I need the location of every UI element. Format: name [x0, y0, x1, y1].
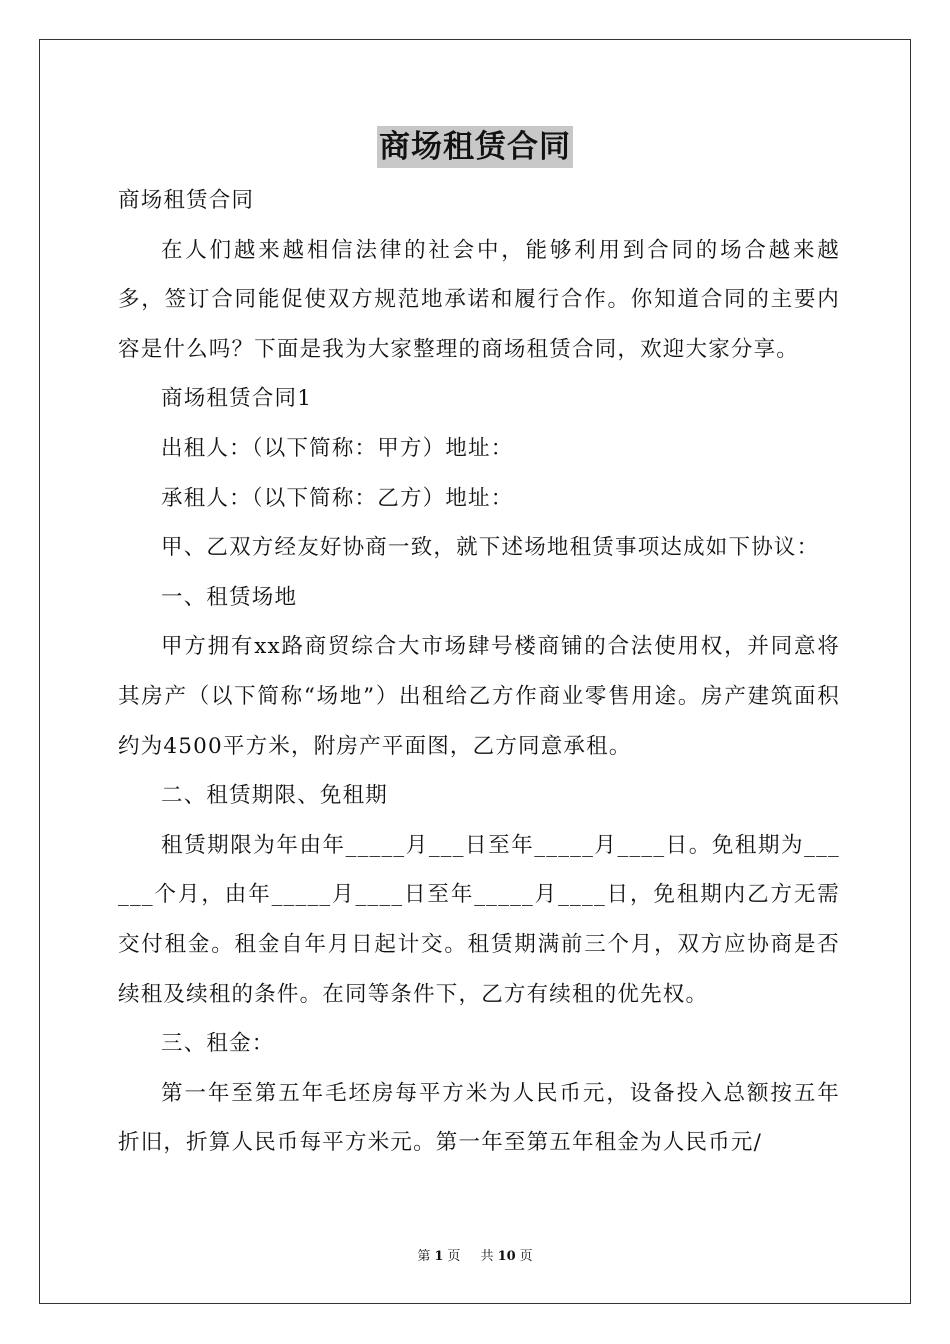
paragraph-4: 承租人：（以下简称：乙方）地址：: [161, 485, 514, 511]
title-container: [0, 126, 950, 168]
paragraph-7: 甲方拥有xx路商贸综合大市场肆号楼商铺的合法使用权，并同意将其房产（以下简称“场地”）出租给乙方作商业零售用途。房产建筑面积约为4500平方米，附房产平面图，乙方同意承租。: [118, 634, 840, 759]
paragraph-5: 甲、乙双方经友好协商一致，就下述场地租赁事项达成如下协议：: [161, 535, 820, 561]
paragraph-9: 租赁期限为年由年_____月___日至年_____月____日。免租期为______个月，由年_____月____日至年_____月____日，免租期内乙方无需交付租金。租金自年月日起计交。租赁期满前三个月，双方应协商是否续租及续租的条件。在同等条件下，乙方有续租的优先权。: [118, 832, 840, 1007]
paragraph-2: 商场租赁合同1: [161, 386, 313, 412]
page-number: 第 1 页: [417, 1249, 461, 1264]
paragraph-3: 出租人：（以下简称：甲方）地址：: [161, 435, 514, 461]
total-pages: 共 10 页: [480, 1249, 533, 1264]
paragraph-11: 第一年至第五年毛坯房每平方米为人民币元，设备投入总额按五年折旧，折算人民币每平方米元。第一年至第五年租金为人民币元/: [118, 1080, 840, 1156]
paragraph-6: 一、租赁场地: [161, 584, 298, 610]
page-footer: [0, 1247, 950, 1267]
document-title: 商场租赁合同: [377, 126, 573, 168]
document-body: [118, 176, 840, 1168]
paragraph-8: 二、租赁期限、免租期: [161, 783, 389, 809]
paragraph-10: 三、租金：: [161, 1031, 275, 1057]
paragraph-1: 在人们越来越相信法律的社会中，能够利用到合同的场合越来越多，签订合同能促使双方规范地承诺和履行合作。你知道合同的主要内容是什么吗？下面是我为大家整理的商场租赁合同，欢迎大家分享。: [118, 237, 840, 362]
paragraph-0: 商场租赁合同: [118, 188, 255, 213]
